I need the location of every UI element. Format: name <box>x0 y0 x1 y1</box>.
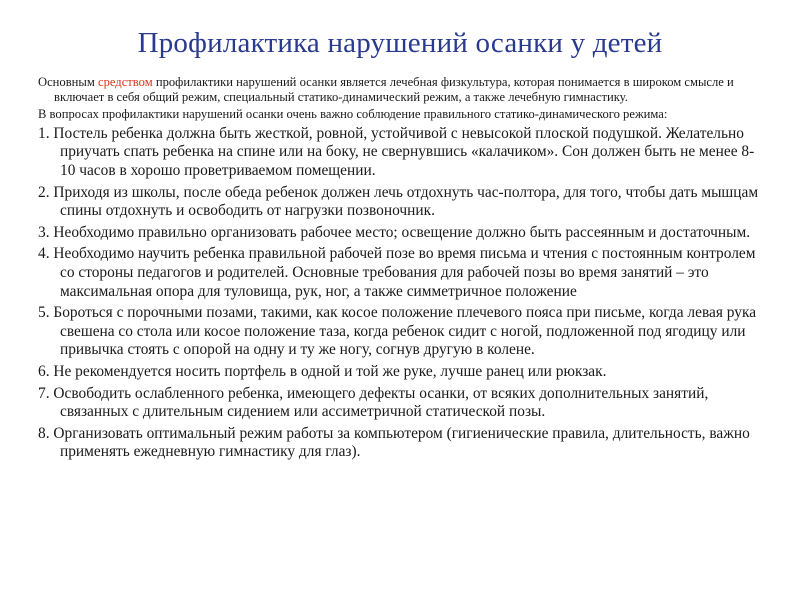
intro-paragraph <box>38 75 762 104</box>
list-item-3: 3. Необходимо правильно организовать рабочее место; освещение должно быть рассеянным и достаточным. <box>38 223 751 241</box>
list-item-7: 7. Освободить ослабленного ребенка, имеющего дефекты осанки, от всяких дополнительных занятий, связанных с длительным сидением или ассиметричной статической позы. <box>38 384 709 421</box>
list-item-5: 5. Бороться с порочными позами, такими, как косое положение плечевого пояса при письме, когда левая рука свешена со стола или косое положение таза, когда ребенок сидит с ногой, подложенной под ягодицу или привычка стоять с опорой на одну и ту же ногу, согнув другую в колене. <box>38 304 757 359</box>
list-item-1: 1. Постель ребенка должна быть жесткой, ровной, устойчивой с невысокой плоской подушкой. Желательно приучать спать ребенка на спине или на боку, не свернувшись «калачиком». Сон должен быть не менее 8-10 часов в хорошо проветриваемом помещении. <box>38 124 755 179</box>
intro-highlight: средством <box>98 75 153 89</box>
list-item-6: 6. Не рекомендуется носить портфель в одной и той же руке, лучше ранец или рюкзак. <box>38 362 607 380</box>
intro-text-before: Основным <box>38 75 98 89</box>
slide-body <box>38 75 762 462</box>
intro-text-after: профилактики нарушений осанки является лечебная физкультура, которая понимается в широком смысле и включает в себя общий режим, специальный статико-динамический режим, а также лечебную гимнастику. <box>54 75 734 104</box>
list-item-8: 8. Организовать оптимальный режим работы за компьютером (гигиенические правила, длительность, важно применять ежедневную гимнастику для глаз). <box>38 424 750 461</box>
intro-paragraph-2: В вопросах профилактики нарушений осанки очень важно соблюдение правильного статико-динамического режима: <box>38 107 668 122</box>
list-item-2: 2. Приходя из школы, после обеда ребенок должен лечь отдохнуть час-полтора, для того, чтобы дать мышцам спины отдохнуть и освободить от нагрузки позвоночник. <box>38 183 759 220</box>
list-item-4: 4. Необходимо научить ребенка правильной рабочей позе во время письма и чтения с постоянным контролем со стороны педагогов и родителей. Основные требования для рабочей позы во время занятий – это максимальная опора для туловища, рук, ног, а также симметричное положение <box>38 245 756 300</box>
slide-title: Профилактика нарушений осанки у детей <box>137 27 663 59</box>
